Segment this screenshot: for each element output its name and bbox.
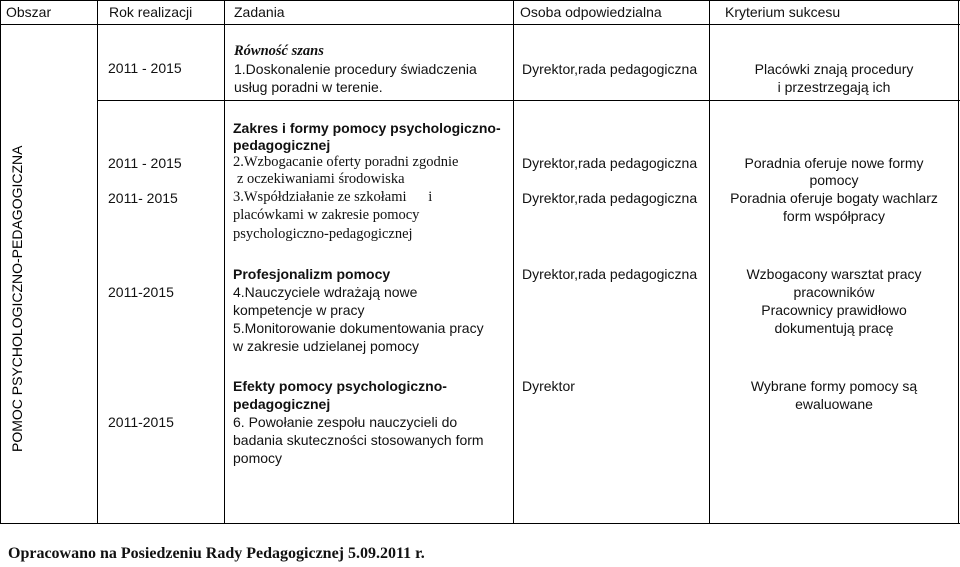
row2-person-c: Dyrektor,rada pedagogiczna <box>522 266 698 282</box>
row2-person-a: Dyrektor,rada pedagogiczna <box>522 155 698 171</box>
section-zakres-title-l1: Zakres i formy pomocy psychologiczno- <box>233 120 501 136</box>
criterion-d-line2: ewaluowane <box>795 396 873 412</box>
criterion-d-line1: Wybrane formy pomocy są <box>750 378 918 394</box>
table-border-top <box>0 0 960 1</box>
row1-criterion-line2: i przestrzegają ich <box>777 79 891 95</box>
section-efekty-title-l1: Efekty pomocy psychologiczno- <box>233 378 447 394</box>
criterion-c-line2: pracowników <box>793 284 875 300</box>
col-border-2 <box>224 0 225 524</box>
section-zakres-title-l2: pedagogicznej <box>233 137 331 153</box>
task3-line2: placówkami w zakresie pomocy <box>233 207 420 223</box>
criterion-b-line2: form współpracy <box>783 208 885 224</box>
task3-line3: psychologiczno-pedagogicznej <box>233 226 413 242</box>
task5-line1: 5.Monitorowanie dokumentowania pracy <box>233 320 484 336</box>
row1-task-title: Równość szans <box>234 43 324 59</box>
section-profesjonalizm-title: Profesjonalizm pomocy <box>233 266 391 282</box>
header-obszar: Obszar <box>6 4 52 20</box>
criterion-a-line1: Poradnia oferuje nowe formy <box>744 155 924 171</box>
task6-line1: 6. Powołanie zespołu nauczycieli do <box>233 414 458 430</box>
row-separator <box>97 100 960 101</box>
col-border-1 <box>97 0 98 524</box>
task2-line1: 2.Wzbogacanie oferty poradni zgodnie <box>233 154 459 170</box>
row2-year-a: 2011 - 2015 <box>108 155 182 171</box>
row1-task-line1: 1.Doskonalenie procedury świadczenia <box>234 61 477 77</box>
row1-task-line2: usług poradni w terenie. <box>234 79 383 95</box>
criterion-c-line1: Wzbogacony warsztat pracy <box>746 266 922 282</box>
task5-line2: w zakresie udzielanej pomocy <box>233 338 419 354</box>
criterion-c-line3: Pracownicy prawidłowo <box>761 302 907 318</box>
task6-line2: badania skuteczności stosowanych form <box>233 432 484 448</box>
criterion-a-line2: pomocy <box>809 172 859 188</box>
criterion-b-line1: Poradnia oferuje bogaty wachlarz <box>730 190 938 206</box>
task2-line2: z oczekiwaniami środowiska <box>237 171 405 187</box>
area-label: POMOC PSYCHOLOGICZNO-PEDAGOGICZNA <box>9 145 25 452</box>
table-border-bottom <box>0 523 960 524</box>
col-border-right <box>958 0 959 524</box>
row2-year-c: 2011-2015 <box>108 284 174 300</box>
task3-line1: 3.Współdziałanie ze szkołami i <box>233 189 433 205</box>
task4-line1: 4.Nauczyciele wdrażają nowe <box>233 284 418 300</box>
row2-person-b: Dyrektor,rada pedagogiczna <box>522 190 698 206</box>
task6-line3: pomocy <box>233 450 283 466</box>
col-border-left <box>0 0 1 524</box>
header-kryterium-sukcesu: Kryterium sukcesu <box>725 4 841 20</box>
footer-note: Opracowano na Posiedzeniu Rady Pedagogicznej 5.09.2011 r. <box>8 545 425 562</box>
row2-year-d: 2011-2015 <box>108 414 174 430</box>
row2-year-b: 2011- 2015 <box>108 190 178 206</box>
header-rok-realizacji: Rok realizacji <box>109 4 193 20</box>
criterion-c-line4: dokumentują pracę <box>774 320 894 336</box>
row1-person: Dyrektor,rada pedagogiczna <box>522 61 698 77</box>
row1-year: 2011 - 2015 <box>108 60 182 76</box>
row1-criterion-line1: Placówki znają procedury <box>754 61 914 77</box>
task4-line2: kompetencje w pracy <box>233 302 365 318</box>
col-border-3 <box>513 0 514 524</box>
header-osoba-odpowiedzialna: Osoba odpowiedzialna <box>520 4 662 20</box>
header-zadania: Zadania <box>234 4 285 20</box>
section-efekty-title-l2: pedagogicznej <box>233 396 331 412</box>
row2-person-d: Dyrektor <box>522 378 575 394</box>
header-separator <box>0 24 960 25</box>
